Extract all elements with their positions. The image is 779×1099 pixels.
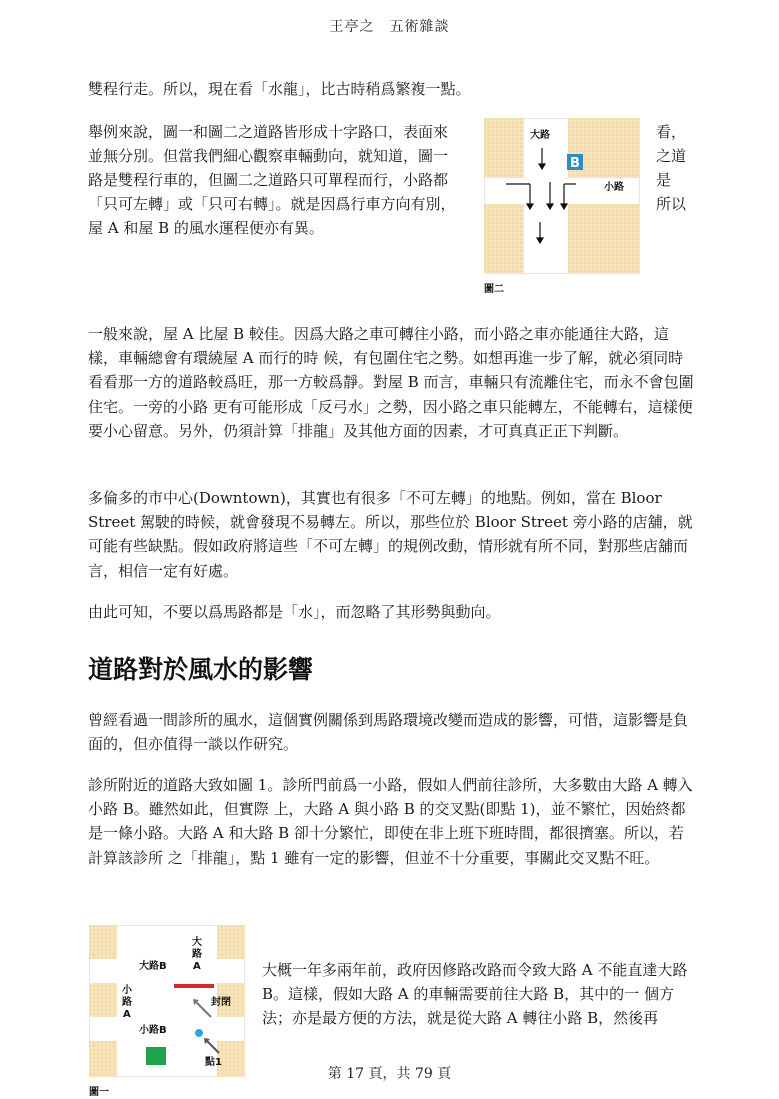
side-road-label: 小路 [604,182,624,193]
block-c [89,983,117,1017]
side-road-a-label-3: A [123,1009,131,1020]
block-bottom-right [568,204,640,274]
paragraph-example-right: 所以 [656,195,687,213]
figure-two-caption: 圖二 [484,284,504,295]
paragraph-example-line: 舉例來說，圖一和圖二之道路皆形成十字路口，表面來 [88,123,449,141]
paragraph-example-right: 看， [656,123,687,141]
paragraph-example-right: 之道 [656,147,687,165]
road-a-label-1: 大 [192,937,202,948]
paragraph-example-line: 「只可左轉」或「只可右轉」。就是因爲行車方向有別， [88,195,456,213]
paragraph-clinic-roads: 診所附近的道路大致如圖 1。診所門前爲一小路，假如人們前往診所，大多數由大路 A 轉入小路 B。雖然如此，但實際 上，大路 A 與小路 B 的交叉點(即點 1)，並不繁忙，因始終都是一條小路。大路 A 和大路 B 卻十分繁忙，即使在非上班下班時間，都很擠塞。所以，若計算該診所 之「排龍」，點 1 雖有一定的影響，但並不十分重要，事關此交叉點不旺。 [88,776,693,867]
block-a [89,925,117,959]
road-a-label-3: A [193,961,201,972]
paragraph-example-line: 路是雙程行車的，但圖二之道路只可單程而行，小路都 [88,171,449,189]
paragraph-example-right: 是 [656,171,672,189]
road-b-label: 大路B [139,961,167,972]
paragraph-road-change: 大概一年多兩年前，政府因修路改路而令致大路 A 不能直達大路 B。這樣，假如大路 A 的車輛需要前往大路 B，其中的一 個方法；亦是最方便的方法，就是從大路 A 轉往小路 B，然後再 [262,961,688,1028]
block-top-left [484,118,524,178]
house-b-label: B [570,156,580,171]
road-a-label-2: 路 [192,949,202,960]
section-heading: 道路對於風水的影響 [88,655,314,684]
paragraph-example-line: 並無分別。但當我們細心觀察車輛動向，就知道，圖一 [88,147,449,165]
paragraph-analysis: 一般來說，屋 A 比屋 B 較佳。因爲大路之車可轉往小路，而小路之車亦能通往大路，這樣，車輛總會有環繞屋 A 而行的時 候，有包圍住宅之勢。如想再進一步了解，就必須同時看看那一方的道路較爲旺，那一方較爲靜。對屋 B 而言，車輛只有流離住宅，而永不會包圍住宅。一旁的小路 更有可能形成「反弓水」之勢，因小路之車只能轉左，不能轉右，這樣便要小心留意。另外，仍須計算「排龍」及其他方面的因素，才可真真正正下判斷。 [88,325,694,440]
page-header: 王亭之 五術雜談 [329,19,450,35]
side-road-a-label-1: 小 [122,985,132,996]
main-road-label: 大路 [530,130,550,141]
closed-label: 封閉 [211,997,231,1008]
paragraph-conclusion: 由此可知，不要以爲馬路都是「水」，而忽略了其形勢與動向。 [88,603,501,621]
paragraph-example-line: 屋 A 和屋 B 的風水運程便亦有異。 [88,219,324,237]
side-road-b-label: 小路B [139,1025,167,1036]
figure-one-caption: 圖一 [89,1087,109,1098]
paragraph-toronto: 多倫多的市中心(Downtown)，其實也有很多「不可左轉」的地點。例如，當在 Bloor Street 駕駛的時候，就會發現不易轉左。所以，那些位於 Bloor Street 旁小路的店舖，就可能有些缺點。假如政府將這些「不可左轉」的規例改動，情形就有所不同，對那些店舖而言，相信一定有好處。 [88,489,693,580]
side-road-a-label-2: 路 [122,997,132,1008]
figure-one-diagram [89,925,245,1077]
block-b [217,925,245,959]
closed-road-marker [174,984,214,988]
point-one-marker [195,1029,203,1037]
block-bottom-left [484,204,524,274]
figure-two-diagram [484,118,640,274]
page-footer: 第 17 頁，共 79 頁 [327,1066,452,1082]
paragraph-intro: 雙程行走。所以，現在看「水龍」，比古時稍爲繁複一點。 [88,80,471,98]
point-one-label: 點1 [205,1057,222,1068]
paragraph-clinic-intro: 曾經看過一間診所的風水，這個實例關係到馬路環境改變而造成的影響，可惜，這影響是負面的，但亦值得一談以作研究。 [88,711,689,754]
